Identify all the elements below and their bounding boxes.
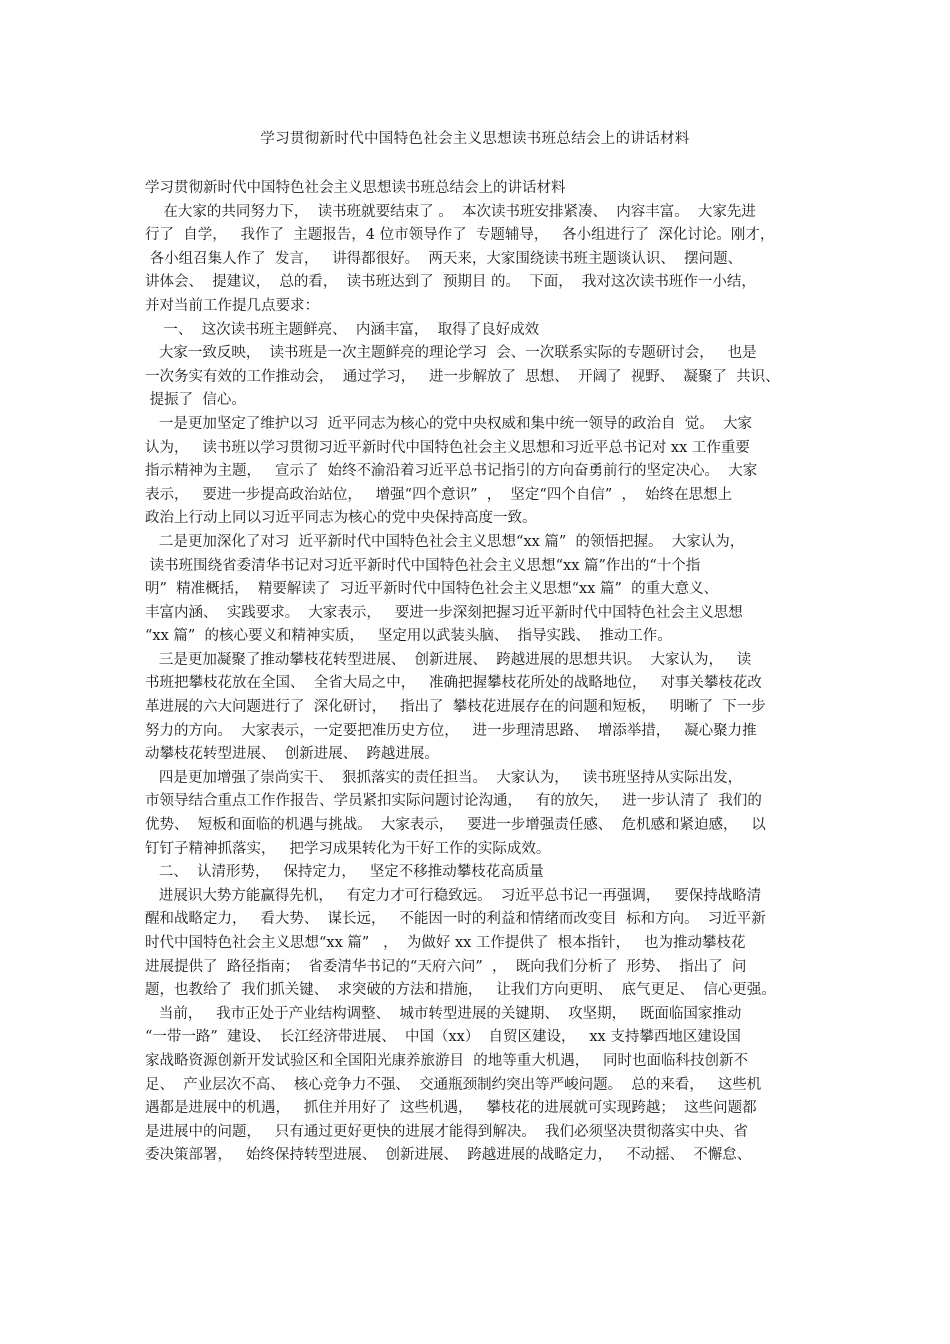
- body-text-line: “一带一路” 建设、 长江经济带进展、 中国（xx） 自贸区建设， xx 支持攀西地区建设国: [145, 1029, 741, 1046]
- body-text-line: 一次务实有效的工作推动会， 通过学习， 进一步解放了 思想、 开阔了 视野、 凝聚了 共识、: [145, 368, 780, 385]
- body-text-line: 行了 自学， 我作了 主题报告，4 位市领导作了 专题辅导， 各小组进行了 深化讨论。刚才，: [145, 227, 775, 244]
- body-text-line: 大家一致反映， 读书班是一次主题鲜亮的理论学习 会、一次联系实际的专题研讨会， 也是: [145, 345, 757, 362]
- body-text-line: 一、 这次读书班主题鲜亮、 内涵丰富， 取得了良好成效: [145, 321, 540, 338]
- body-text-line: 认为， 读书班以学习贯彻习近平新时代中国特色社会主义思想和习近平总书记对 xx 工作重要: [145, 439, 750, 456]
- body-text-line: 市领导结合重点工作作报告、学员紧扣实际问题讨论沟通， 有的放矢， 进一步认清了 我们的: [145, 793, 762, 810]
- body-text-line: 时代中国特色社会主义思想“xx 篇” ， 为做好 xx 工作提供了 根本指针， 也为推动攀枝花: [145, 935, 746, 951]
- body-text-line: 遇都是进展中的机遇， 抓住并用好了 这些机遇， 攀枝花的进展就可实现跨越； 这些问题都: [145, 1100, 757, 1117]
- body-text-line: 政治上行动上同以习近平同志为核心的党中央保持高度一致。: [145, 510, 537, 527]
- body-text-line: 钉钉子精神抓落实， 把学习成果转化为干好工作的实际成效。: [145, 840, 551, 857]
- document-title: 学习贯彻新时代中国特色社会主义思想读书班总结会上的讲话材料: [260, 131, 690, 147]
- body-text-line: 四是更加增强了崇尚实干、 狠抓落实的责任担当。 大家认为， 读书班坚持从实际出发，: [145, 769, 743, 786]
- body-text-line: 在大家的共同努力下， 读书班就要结束了 。 本次读书班安排紧凑、 内容丰富。 大家先进: [145, 203, 756, 220]
- body-text-line: 读书班围绕省委清华书记对习近平新时代中国特色社会主义思想“xx 篇”作出的“十个指: [145, 557, 701, 574]
- body-text-line: 进展提供了 路径指南； 省委清华书记的“天府六问” ， 既向我们分析了 形势、 指出了 问: [145, 958, 747, 975]
- body-text-line: 进展识大势方能赢得先机， 有定力才可行稳致远。 习近平总书记一再强调， 要保持战略清: [145, 887, 762, 904]
- body-text-line: 动攀枝花转型进展、 创新进展、 跨越进展。: [145, 746, 439, 763]
- body-text-line: 表示， 要进一步提高政治站位， 增强“四个意识” ， 坚定“四个自信” ， 始终在思想上: [145, 486, 733, 503]
- document-body: [145, 177, 817, 1168]
- body-text-line: 革进展的六大问题进行了 深化研讨， 指出了 攀枝花进展存在的问题和短板， 明晰了 下一步: [145, 699, 766, 716]
- body-text-line: 明” 精准概括， 精要解读了 习近平新时代中国特色社会主义思想“xx 篇” 的重大意义、: [145, 581, 719, 598]
- body-text-line: 委决策部署， 始终保持转型进展、 创新进展、 跨越进展的战略定力， 不动摇、 不懈怠、: [145, 1147, 752, 1164]
- body-text-line: 二是更加深化了对习 近平新时代中国特色社会主义思想“xx 篇” 的领悟把握。 大家认为，: [145, 533, 745, 550]
- body-text-line: 书班把攀枝花放在全国、 全省大局之中， 准确把握攀枝花所处的战略地位， 对事关攀枝花改: [145, 675, 762, 692]
- body-text-line: 提振了 信心。: [145, 392, 246, 409]
- body-text-line: 努力的方向。 大家表示，一定要把准历史方位， 进一步理清思路、 增添举措， 凝心聚力推: [145, 722, 757, 739]
- body-text-line: 丰富内涵、 实践要求。 大家表示， 要进一步深刻把握习近平新时代中国特色社会主义思想: [145, 604, 743, 621]
- body-text-line: 二、 认清形势， 保持定力， 坚定不移推动攀枝花高质量: [145, 864, 544, 881]
- body-text-line: 是进展中的问题， 只有通过更好更快的进展才能得到解决。 我们必须坚决贯彻落实中央、省: [145, 1123, 749, 1140]
- body-heading-line: 学习贯彻新时代中国特色社会主义思想读书班总结会上的讲话材料: [145, 180, 566, 196]
- body-text-line: 醒和战略定力， 看大势、 谋长远， 不能因一时的利益和情绪而改变目 标和方向。 习近平新: [145, 911, 766, 928]
- body-text-line: 当前， 我市正处于产业结构调整、 城市转型进展的关键期、 攻坚期， 既面临国家推动: [145, 1005, 742, 1022]
- body-text-line: 指示精神为主题， 宣示了 始终不渝沿着习近平总书记指引的方向奋勇前行的坚定决心。 大家: [145, 463, 758, 480]
- body-text-line: 各小组召集人作了 发言， 讲得都很好。 两天来，大家围绕读书班主题谈认识、 摆问题、: [145, 250, 743, 267]
- body-text-line: 足、 产业层次不高、 核心竞争力不强、 交通瓶颈制约突出等严峻问题。 总的来看， 这些机: [145, 1076, 762, 1093]
- body-text-line: “xx 篇” 的核心要义和精神实质， 坚定用以武装头脑、 指导实践、 推动工作。: [145, 628, 672, 645]
- body-text-line: 一是更加坚定了维护以习 近平同志为核心的党中央权威和集中统一领导的政治自 觉。 大家: [145, 415, 752, 432]
- body-text-line: 并对当前工作提几点要求：: [145, 297, 319, 314]
- body-text-line: 三是更加凝聚了推动攀枝花转型进展、 创新进展、 跨越进展的思想共识。 大家认为， 读: [145, 651, 752, 668]
- body-text-line: 优势、 短板和面临的机遇与挑战。 大家表示， 要进一步增强责任感、 危机感和紧迫感， 以: [145, 817, 766, 834]
- body-text-line: 家战略资源创新开发试验区和全国阳光康养旅游目 的地等重大机遇， 同时也面临科技创新不: [145, 1052, 749, 1069]
- body-text-line: 讲体会、 提建议， 总的看， 读书班达到了 预期目 的。 下面， 我对这次读书班作一小结，: [145, 274, 756, 291]
- body-text-line: 题，也教给了 我们抓关键、 求突破的方法和措施， 让我们方向更明、 底气更足、 信心更强。: [145, 982, 776, 999]
